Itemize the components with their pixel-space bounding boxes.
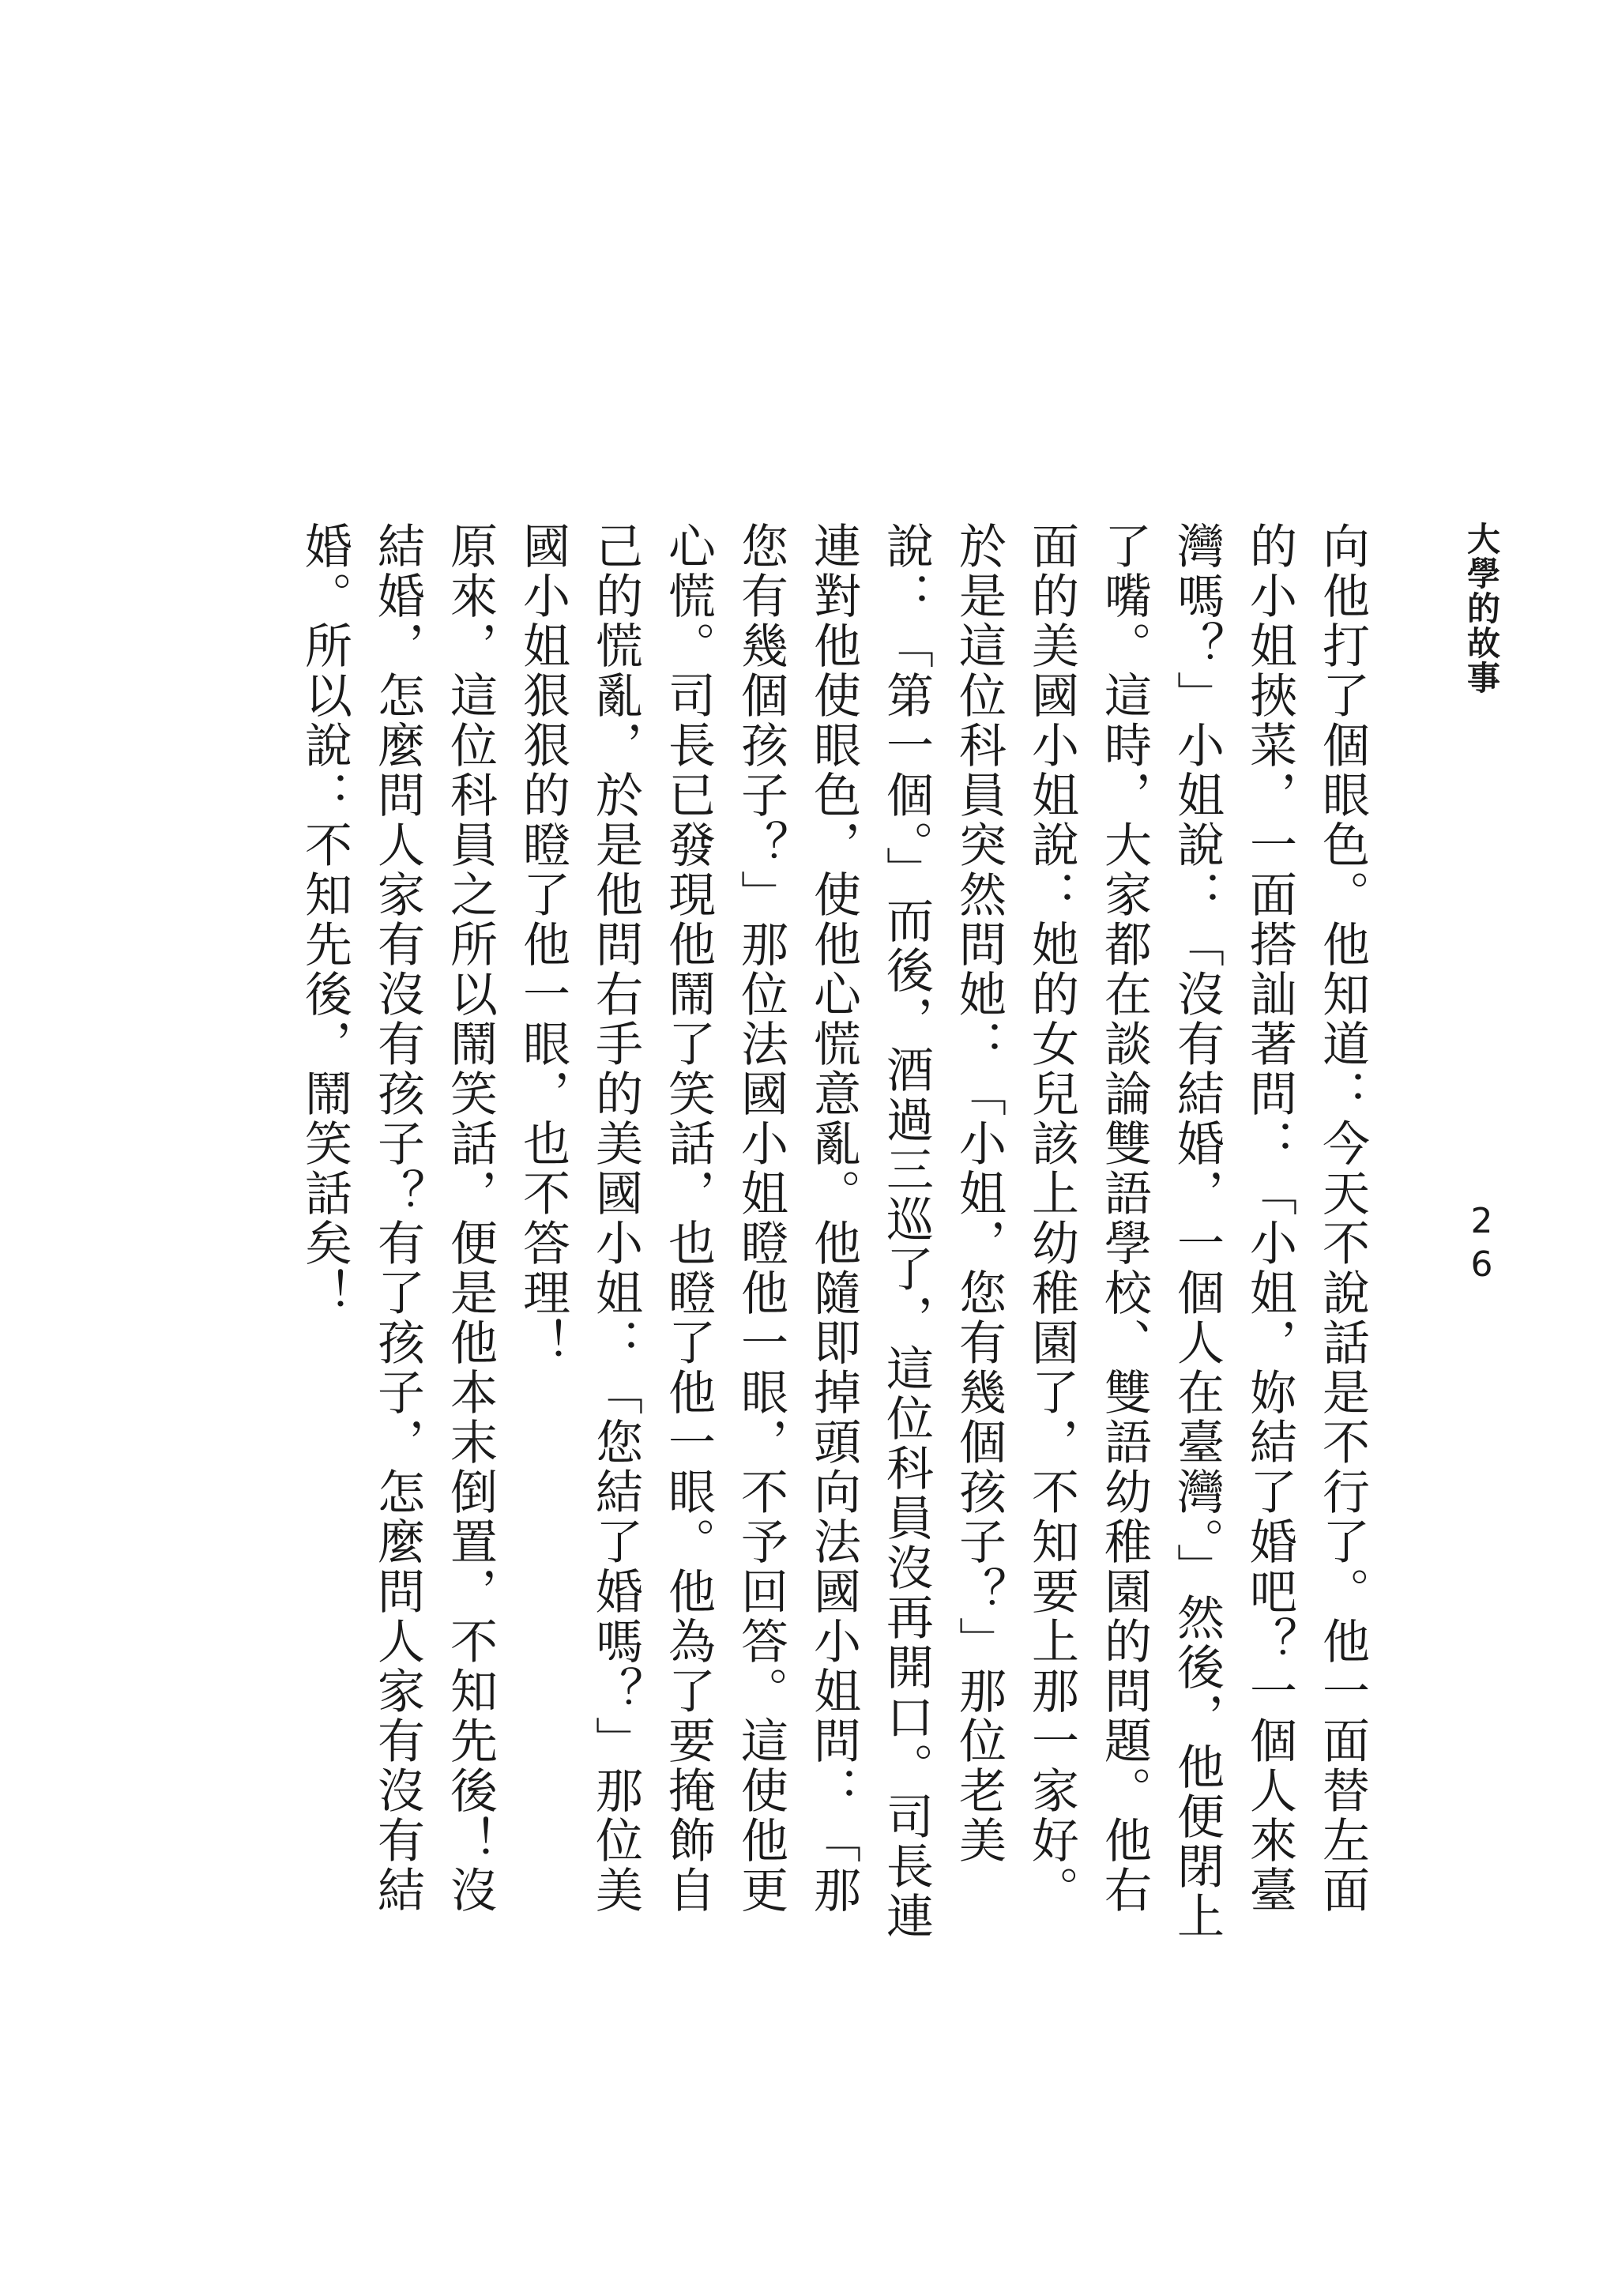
running-head-title: 大學的故事 [1462,521,1501,695]
paragraph-1: 向他打了個眼色。他知道：今天不說話是不行了。他一面替左面的小姐挾菜，一面搭訕著問：「小姐，妳結了婚吧？一個人來臺灣嗎？」小姐說：「沒有結婚，一個人在臺灣。」然後，他便閉上了嘴。這時，大家都在談論雙語學校、雙語幼稚園的問題。他右面的美國小姐說：她的女兒該上幼稚園了，不知要上那一家好。於是這位科員突然問她：「小姐，您有幾個孩子？」那位老美說：「第一個。」而後，酒過三巡了，這位科員沒再開口。司長連連對他使眼色，使他心慌意亂。他隨即掉頭向法國小姐問：「那您有幾個孩子？」那位法國小姐瞪他一眼，不予回答。這使他更心慌。司長已發現他鬧了笑話，也瞪了他一眼。他為了要掩飾自己的慌亂，於是他問右手的美國小姐：「您結了婚嗎？」那位美國小姐狠狠的瞪了他一眼，也不答理！ [515,521,1370,1941]
body-text [297,521,1379,1944]
paragraph-2: 原來，這位科員之所以鬧笑話，便是他本末倒置，不知先後！沒結婚，怎麼問人家有沒有孩子？有了孩子，怎麼問人家有沒有結婚。所以說：不知先後，鬧笑話矣！ [297,521,498,1915]
page-number: 26 [1462,1201,1502,1288]
